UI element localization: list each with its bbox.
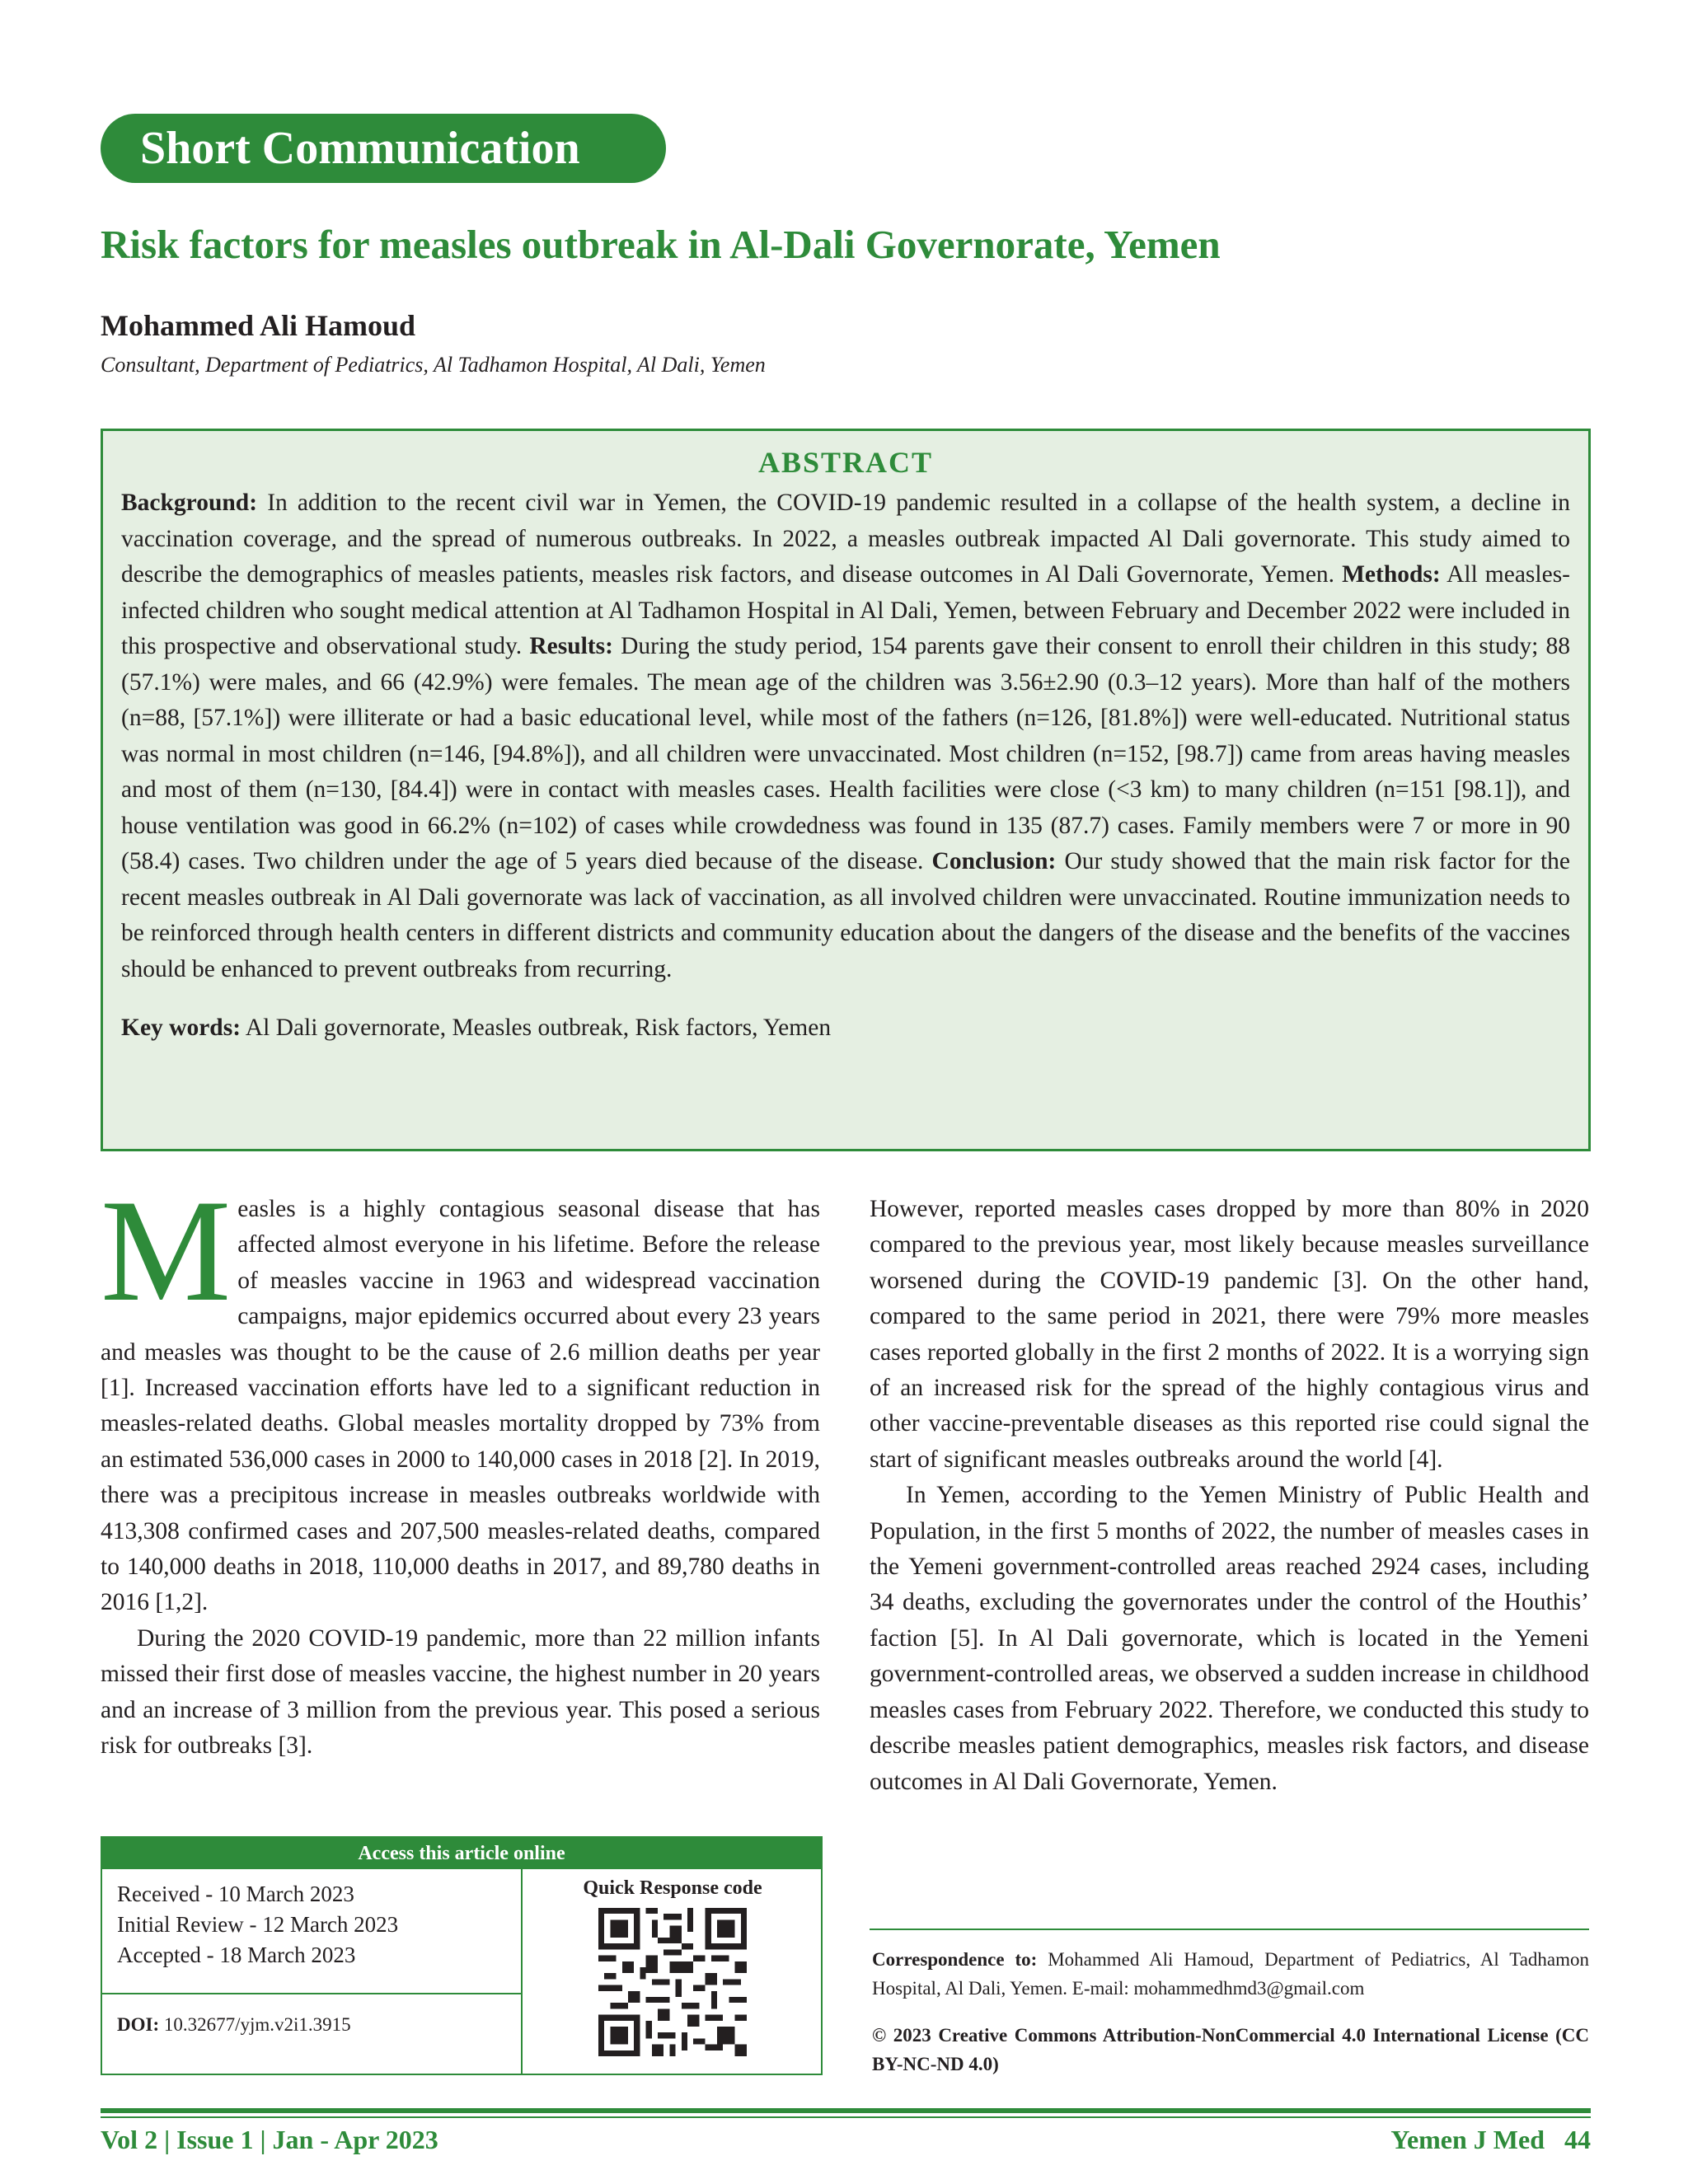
abstract-box bbox=[101, 429, 1591, 1151]
author-affiliation: Consultant, Department of Pediatrics, Al Tadhamon Hospital, Al Dali, Yemen bbox=[101, 353, 766, 377]
correspondence-divider bbox=[870, 1929, 1589, 1930]
body-column-left bbox=[101, 1169, 820, 1765]
footer-issue-info: Vol 2 | Issue 1 | Jan - Apr 2023 bbox=[101, 2125, 438, 2154]
keywords bbox=[121, 1010, 1570, 1047]
initial-review-date: Initial Review - 12 March 2023 bbox=[117, 1912, 399, 1937]
access-article-box bbox=[101, 1836, 823, 2075]
body-paragraph bbox=[101, 1169, 820, 1621]
body-paragraph: In Yemen, according to the Yemen Ministry of Public Health and Population, in the first 5 months of 2022, the number of measles cases in the Yemeni government-controlled areas reached 2924 cases, including 34 deaths, excluding the governorates under the control of the Houthis’ faction [5]. In Al Dali governorate, which is located in the Yemeni government-controlled areas, we observed a sudden increase in childhood measles cases from February 2022. Therefore, we conducted this study to describe measles patient demographics, measles risk factors, and disease outcomes in Al Dali Governorate, Yemen. bbox=[870, 1482, 1589, 1795]
body-paragraph: During the 2020 COVID-19 pandemic, more than 22 million infants missed their first dose of measles vaccine, the highest number in 20 years and an increase of 3 million from the previous year. This posed a serious risk for outbreaks [3]. bbox=[101, 1624, 820, 1760]
correspondence-text: Mohammed Ali Hamoud, Department of Pediatrics, Al Tadhamon Hospital, Al Dali, Yemen. E-mail: mohammedhmd3@gmail.com bbox=[872, 1949, 1589, 1999]
doi bbox=[102, 1994, 521, 2055]
footer-rule-thin bbox=[101, 2116, 1591, 2118]
accepted-date: Accepted - 18 March 2023 bbox=[117, 1943, 356, 1967]
qr-label: Quick Response code bbox=[583, 1877, 762, 1899]
conclusion-text: Our study showed that the main risk factor for the recent measles outbreak in Al Dali governorate was lack of vaccination, as all involved children were unvaccinated. Routine immunization needs to be reinforced through health centers in different districts and community education about the dangers of the disease and the benefits of the vaccines should be enhanced to prevent outbreaks from recurring. bbox=[121, 848, 1570, 982]
qr-code-icon[interactable] bbox=[598, 1908, 747, 2056]
article-title: Risk factors for measles outbreak in Al-Dali Governorate, Yemen bbox=[101, 222, 1221, 267]
results-text: During the study period, 154 parents gave their consent to enroll their children in this study; 88 (57.1%) were males, and 66 (42.9%) were females. The mean age of the children was 3.56±2.90 (0.3–12 years). More than half of the mothers (n=88, [57.1%]) were illiterate or had a basic educational level, while most of the fathers (n=126, [81.8%]) were well-educated. Nutritional status was normal in most children (n=146, [94.8%]), and all children were unvaccinated. Most children (n=152, [98.7]) came from areas having measles and most of them (n=130, [84.4]) were in contact with measles cases. Health facilities were close (<3 km) to many children (n=151 [98.1]), and house ventilation was good in 66.2% (n=102) of cases while crowdedness was found in 135 (87.7) cases. Family members were 7 or more in 90 (58.4) cases. Two children under the age of 5 years died because of the disease. bbox=[121, 633, 1570, 874]
abstract-text bbox=[121, 485, 1570, 987]
body-paragraph: However, reported measles cases dropped by more than 80% in 2020 compared to the previous year, most likely because measles surveillance worsened during the COVID-19 pandemic [3]. On the other hand, compared to the same period in 2021, there were 79% more measles cases reported globally in the first 2 months of 2022. It is a worrying sign of an increased risk for the spread of the highly contagious virus and other vaccine-preventable diseases as this reported rise could signal the start of significant measles outbreaks around the world [4]. bbox=[870, 1196, 1589, 1473]
doi-label: DOI: bbox=[117, 2014, 160, 2035]
correspondence bbox=[872, 1945, 1589, 2003]
doi-value[interactable]: 10.32677/yjm.v2i1.3915 bbox=[159, 2014, 351, 2035]
abstract-heading: ABSTRACT bbox=[757, 446, 934, 479]
keywords-label: Key words: bbox=[121, 1015, 241, 1041]
conclusion-label: Conclusion: bbox=[931, 848, 1057, 874]
footer-rule bbox=[101, 2108, 1591, 2113]
received-date: Received - 10 March 2023 bbox=[117, 1882, 354, 1906]
access-box-heading: Access this article online bbox=[102, 1838, 821, 1869]
results-label: Results: bbox=[529, 633, 613, 659]
author-name: Mohammed Ali Hamoud bbox=[101, 309, 416, 342]
keywords-text: Al Dali governorate, Measles outbreak, Risk factors, Yemen bbox=[241, 1015, 832, 1041]
footer-journal-page: Yemen J Med 44 bbox=[1390, 2125, 1591, 2154]
license-text: © 2023 Creative Commons Attribution-NonCommercial 4.0 International License (CC BY-NC-ND 4.0) bbox=[872, 2025, 1589, 2074]
qr-section bbox=[524, 1869, 821, 2075]
article-type-badge: Short Communication bbox=[101, 114, 666, 183]
methods-label: Methods: bbox=[1342, 561, 1441, 588]
methods-text: All measles-infected children who sought medical attention at Al Tadhamon Hospital in Al Dali, Yemen, between February and December 2022 were included in this prospective and observational study. bbox=[121, 561, 1570, 659]
drop-cap: M bbox=[101, 1169, 232, 1332]
body-column-right bbox=[870, 1192, 1589, 1800]
background-label: Background: bbox=[121, 490, 258, 516]
correspondence-label: Correspondence to: bbox=[872, 1949, 1038, 1970]
access-box-dates bbox=[102, 1869, 523, 2075]
paragraph-text: easles is a highly contagious seasonal disease that has affected almost everyone in his lifetime. Before the release of measles vaccine in 1963 and widespread vaccination campaigns, major epidemics occurred about every 23 years and measles was thought to be the cause of 2.6 million deaths per year [1]. Increased vaccination efforts have led to a significant reduction in measles-related deaths. Global measles mortality dropped by 73% from an estimated 536,000 cases in 2000 to 140,000 cases in 2018 [2]. In 2019, there was a precipitous increase in measles outbreaks worldwide with 413,308 confirmed cases and 207,500 measles-related deaths, compared to 140,000 deaths in 2018, 110,000 deaths in 2017, and 89,780 deaths in 2016 [1,2]. bbox=[101, 1196, 820, 1616]
background-text: In addition to the recent civil war in Yemen, the COVID-19 pandemic resulted in a collapse of the health system, a decline in vaccination coverage, and the spread of numerous outbreaks. In 2022, a measles outbreak impacted Al Dali governorate. This study aimed to describe the demographics of measles patients, measles risk factors, and disease outcomes in Al Dali Governorate, Yemen. bbox=[121, 490, 1570, 588]
